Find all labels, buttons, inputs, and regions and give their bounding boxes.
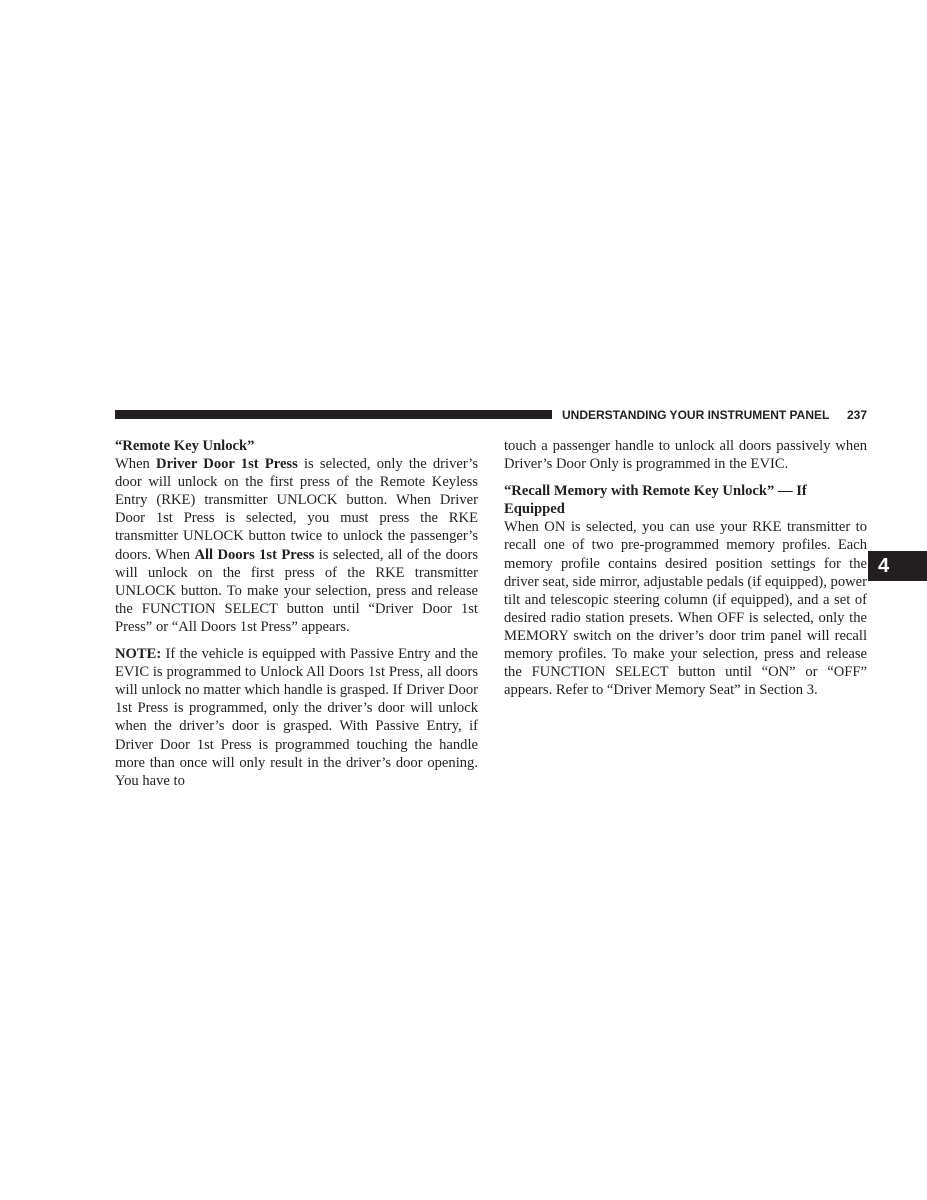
- running-header: [562, 407, 867, 423]
- text-run: is selected, only the driver’s door will unlock on the first press of the Remote Keyless Entry (RKE) transmitter UNLOCK button. When Driver Door 1st Press is selected, you must press the RKE transmitter UNLOCK button twice to unlock the passenger’s doors. When: [115, 456, 478, 563]
- left-column: [115, 437, 478, 790]
- paragraph-recall-memory: When ON is selected, you can use your RKE transmitter to recall one of two pre-programmed memory profiles. Each memory profile contains desired position settings for the driver seat, side mirror, adjustable pedals (if equipped), power tilt and telescopic steering column (if equipped), and a set of desired radio station presets. When OFF is selected, only the MEMORY switch on the driver’s door trim panel will recall memory profiles. To make your selection, press and release the FUNCTION SELECT button until “ON” or “OFF” appears. Refer to “Driver Memory Seat” in Section 3.: [504, 519, 867, 699]
- continuation-paragraph: touch a passenger handle to unlock all doors passively when Driver’s Door Only is programmed in the EVIC.: [504, 438, 867, 473]
- right-column: [504, 437, 867, 699]
- page-number: 237: [846, 408, 867, 422]
- text-run: is selected, all of the doors will unlock on the first press of the RKE transmitter UNLOCK button. To make your selection, press and release the FUNCTION SELECT button until “Driver Door 1st Press” or “All Doors 1st Press” appears.: [115, 546, 478, 635]
- section-heading-recall-memory: “Recall Memory with Remote Key Unlock” — If Equipped: [504, 483, 807, 518]
- section-heading-remote-key-unlock: “Remote Key Unlock”: [115, 438, 255, 454]
- section-tab: 4: [868, 551, 927, 581]
- text-run: When: [115, 456, 157, 473]
- note-text: If the vehicle is equipped with Passive Entry and the EVIC is programmed to Unlock All Doors 1st Press, all doors will unlock no matter which handle is grasped. If Driver Door 1st Press is programmed, only the driver’s door will unlock when the driver’s door is grasped. With Passive Entry, if Driver Door 1st Press is programmed touching the handle more than once will only result in the driver’s door opening. You have to: [115, 646, 478, 789]
- note-paragraph: [115, 645, 478, 790]
- header-title: UNDERSTANDING YOUR INSTRUMENT PANEL: [562, 408, 830, 422]
- bold-term-all-doors: All Doors 1st Press: [194, 546, 315, 563]
- header-rule: [115, 410, 552, 419]
- paragraph-remote-key-unlock: [115, 455, 478, 636]
- bold-term-driver-door: Driver Door 1st Press: [156, 456, 298, 473]
- note-label: NOTE:: [115, 646, 162, 663]
